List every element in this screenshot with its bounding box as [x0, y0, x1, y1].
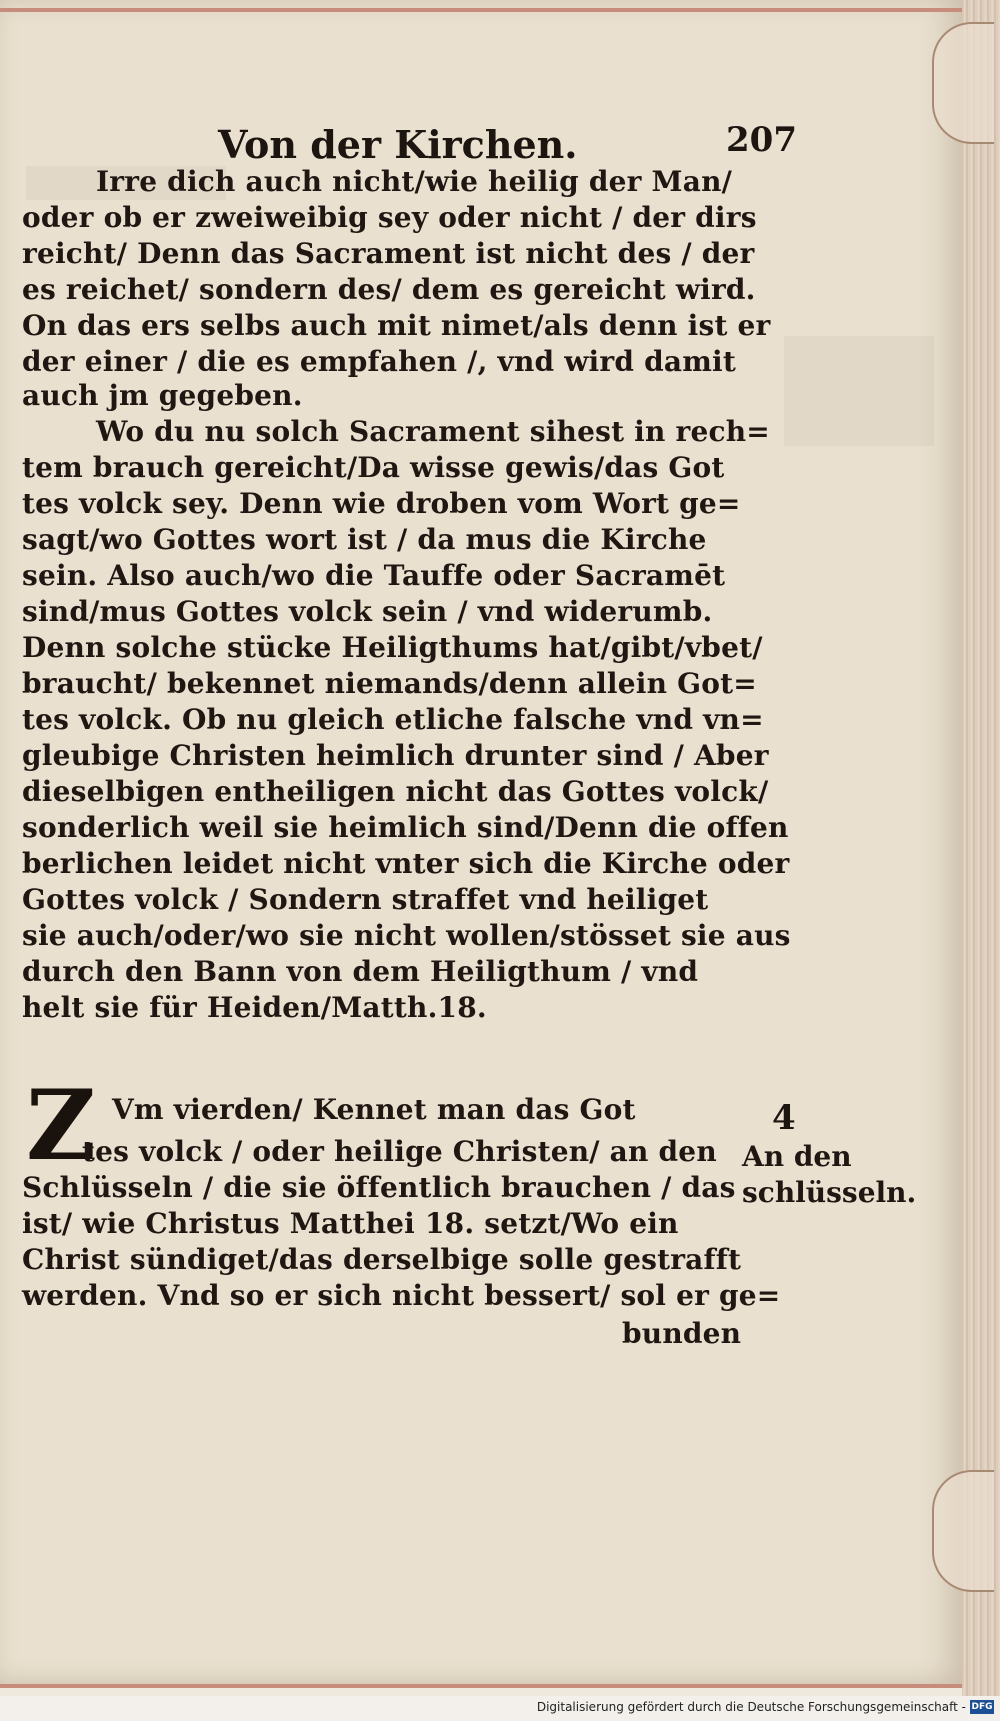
- text-line: der einer / die es empfahen /, vnd wird damit: [22, 345, 736, 378]
- text-line: auch jm gegeben.: [22, 379, 303, 412]
- text-line: durch den Bann von dem Heiligthum / vnd: [22, 955, 699, 988]
- text-line: werden. Vnd so er sich nicht bessert/ sol er ge=: [22, 1279, 781, 1312]
- page-number: 207: [726, 120, 797, 160]
- running-head: Von der Kirchen.: [218, 122, 578, 167]
- text-line: Wo du nu solch Sacrament sihest in rech=: [96, 415, 770, 448]
- clasp-top: [932, 22, 994, 144]
- top-red-rule: [0, 8, 962, 12]
- margin-note: schlüsseln.: [742, 1176, 917, 1209]
- text-line: gleubige Christen heimlich drunter sind / Aber: [22, 739, 769, 772]
- show-through-mark: [784, 336, 934, 446]
- text-line: braucht/ bekennet niemands/denn allein Got=: [22, 667, 757, 700]
- text-line: sonderlich weil sie heimlich sind/Denn die offen: [22, 811, 789, 844]
- bottom-red-rule: [0, 1684, 962, 1688]
- text-line: sagt/wo Gottes wort ist / da mus die Kirche: [22, 523, 707, 556]
- text-line: tes volck sey. Denn wie droben vom Wort ge=: [22, 487, 741, 520]
- page-edge-stack: [962, 0, 1000, 1700]
- text-line: oder ob er zweiweibig sey oder nicht / der dirs: [22, 201, 757, 234]
- text-line: sein. Also auch/wo die Tauffe oder Sacramēt: [22, 559, 726, 592]
- footer-credit: Digitalisierung gefördert durch die Deutsche Forschungsgemeinschaft -: [536, 1700, 966, 1714]
- text-line: tes volck / oder heilige Christen/ an den: [82, 1135, 717, 1168]
- text-line: sind/mus Gottes volck sein / vnd widerumb.: [22, 595, 713, 628]
- text-line: Christ sündiget/das derselbige solle gestrafft: [22, 1243, 742, 1276]
- text-line: On das ers selbs auch mit nimet/als denn ist er: [22, 309, 771, 342]
- text-line: sie auch/oder/wo sie nicht wollen/stösset sie aus: [22, 919, 791, 952]
- drop-capital: Z: [26, 1069, 97, 1182]
- clasp-bottom: [932, 1470, 994, 1592]
- text-line: Denn solche stücke Heiligthums hat/gibt/vbet/: [22, 631, 763, 664]
- margin-section-number: 4: [772, 1098, 796, 1138]
- text-line: Schlüsseln / die sie öffentlich brauchen / das: [22, 1171, 736, 1204]
- text-line: reicht/ Denn das Sacrament ist nicht des / der: [22, 237, 755, 270]
- text-line: berlichen leidet nicht vnter sich die Kirche oder: [22, 847, 790, 880]
- text-line: ist/ wie Christus Matthei 18. setzt/Wo ein: [22, 1207, 679, 1240]
- text-line: helt sie für Heiden/Matth.18.: [22, 991, 487, 1024]
- text-line: Gottes volck / Sondern straffet vnd heiliget: [22, 883, 709, 916]
- margin-note: An den: [742, 1140, 852, 1173]
- catchword: bunden: [622, 1317, 742, 1350]
- dfg-logo-icon: DFG: [971, 1702, 993, 1712]
- text-line: Vm vierden/ Kennet man das Got: [112, 1093, 636, 1126]
- text-line: es reichet/ sondern des/ dem es gereicht wird.: [22, 273, 756, 306]
- text-line: tem brauch gereicht/Da wisse gewis/das Got: [22, 451, 725, 484]
- text-line: Irre dich auch nicht/wie heilig der Man/: [96, 165, 733, 198]
- text-line: dieselbigen entheiligen nicht das Gottes volck/: [22, 775, 769, 808]
- footer-bar: [0, 1696, 1000, 1721]
- text-line: tes volck. Ob nu gleich etliche falsche vnd vn=: [22, 703, 764, 736]
